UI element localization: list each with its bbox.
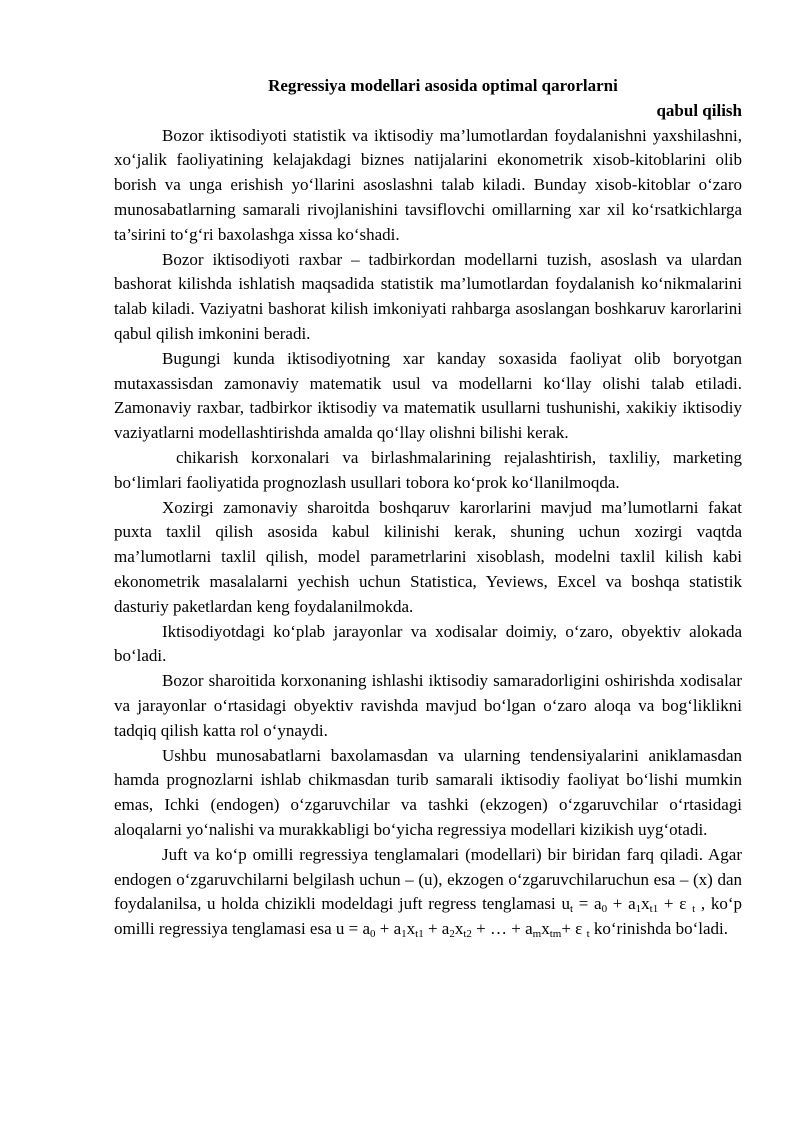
equation-part: = a [573, 894, 602, 914]
equation-part: x [454, 919, 464, 939]
subscript: t1 [415, 928, 424, 941]
subscript: t2 [463, 928, 472, 941]
equation-part: + a [607, 894, 636, 914]
equation-part: x [541, 919, 550, 939]
equation-text-2: , ko‘p omilli regressiya tenglamasi esa u = a [114, 894, 742, 939]
paragraph-5: Xozirgi zamonaviy sharoitda boshqaruv karorlarini mavjud ma’lumotlarni fakat puxta taxlil qilish asosida kabul kilinishi kerak, shuning uchun xozirgi vaqtda ma’lumotlarni taxlil qilish, model parametrlarini xisoblash, modelni taxlil kilish kabi ekonometrik masalalarni yechish uchun Statistica, Yeviews, Excel va boshqa statistik dasturiy paketlardan keng foydalanilmokda. [114, 497, 742, 616]
equation-part: + a [423, 919, 450, 939]
subscript: t1 [649, 903, 659, 916]
subscript: 0 [601, 903, 608, 916]
subscript: t [692, 903, 696, 916]
subscript: 2 [449, 928, 455, 941]
subscript: 0 [370, 928, 376, 941]
equation-part: + … + a [471, 919, 533, 939]
paragraph-6: Iktisodiyotdagi ko‘plab jarayonlar va xodisalar doimiy, o‘zaro, obyektiv alokada bo‘ladi. [114, 621, 742, 666]
subscript: 1 [635, 903, 642, 916]
document-page [114, 74, 742, 942]
equation-part: + ε [658, 894, 693, 914]
paragraph-4: chikarish korxonalari va birlashmalarining rejalashtirish, taxliliy, marketing bo‘limlari faoliyatida prognozlash usullari tobora ko‘prok ko‘llanilmoqda. [114, 447, 742, 492]
paragraph-2: Bozor iktisodiyoti raxbar – tadbirkordan modellarni tuzish, asoslash va ulardan bashorat kilishda ishlatish maqsadida statistik ma’lumotlardan foydalanish ko‘nikmalarini talab kiladi. Vaziyatni bashorat kilish imkoniyati rahbarga asoslangan boshkaruv karorlarini qabul qilish imkonini beradi. [114, 249, 742, 343]
equation-part: + a [375, 919, 402, 939]
subscript: tm [549, 928, 562, 941]
document-title-line-2: qabul qilish [656, 100, 742, 120]
subscript: 1 [401, 928, 407, 941]
equation-tail: ko‘rinishda bo‘ladi. [589, 919, 728, 939]
paragraph-8: Ushbu munosabatlarni baxolamasdan va ularning tendensiyalarini aniklamasdan hamda prognozlarni ishlab chikmasdan turib samarali iktisodiy faoliyat bo‘lishi mumkin emas, Ichki (endogen) o‘zgaruvchilar va tashki (ekzogen) o‘zgaruvchilar o‘rtasidagi aloqalarni yo‘nalishi va murakkabligi bo‘yicha regressiya modellari kizikish uyg‘otadi. [114, 745, 742, 839]
subscript: t [569, 903, 574, 916]
paragraph-3: Bugungi kunda iktisodiyotning xar kanday soxasida faoliyat olib boryotgan mutaxassisdan zamonaviy matematik usul va modellarni ko‘llay olishi talab etiladi. Zamonaviy raxbar, tadbirkor iktisodiy va matematik usullarni tushunishi, xakikiy iktisodiy vaziyatlarni modellashtirishda amalda qo‘llay olishni bilishi kerak. [114, 348, 742, 443]
document-title-line-1: Regressiya modellari asosida optimal qarorlarni [268, 76, 618, 95]
equation-part: x [641, 894, 650, 914]
equation-part: x [406, 919, 416, 939]
equation-text-1: Juft va ko‘p omilli regressiya tenglamalari (modellari) bir biridan farq qiladi. Agar endogen o‘zgaruvchilarni belgilash uchun – (u), ekzogen o‘zgaruvchilaruchun esa – (x) dan foydalanilsa, u holda chizikli modeldagi juft regress tenglamasi u [114, 844, 742, 914]
paragraph-1: Bozor iktisodiyoti statistik va iktisodiy ma’lumotlardan foydalanishni yaxshilashni, xo‘jalik faoliyatining kelajakdagi biznes natijalarini ekonometrik xisob-kitoblarini olib borish va unga erishish yo‘llarini asoslashni talab kiladi. Bunday xisob-kitoblar o‘zaro munosabatlarning samarali rivojlanishini tavsiflovchi omillarning xar xil ko‘rsatkichlarga ta’sirini to‘g‘ri baxolashga xissa ko‘shadi. [114, 125, 742, 244]
paragraph-7: Bozor sharoitida korxonaning ishlashi iktisodiy samaradorligini oshirishda xodisalar va jarayonlar o‘rtasidagi obyektiv ravishda mavjud bo‘lgan o‘zaro aloqa va bog‘liklikni tadqiq qilish katta rol o‘ynaydi. [114, 671, 742, 740]
subscript: t [586, 928, 590, 941]
equation-part: + ε [561, 919, 587, 939]
paragraph-regression-equations [114, 843, 742, 942]
subscript: m [532, 928, 542, 941]
